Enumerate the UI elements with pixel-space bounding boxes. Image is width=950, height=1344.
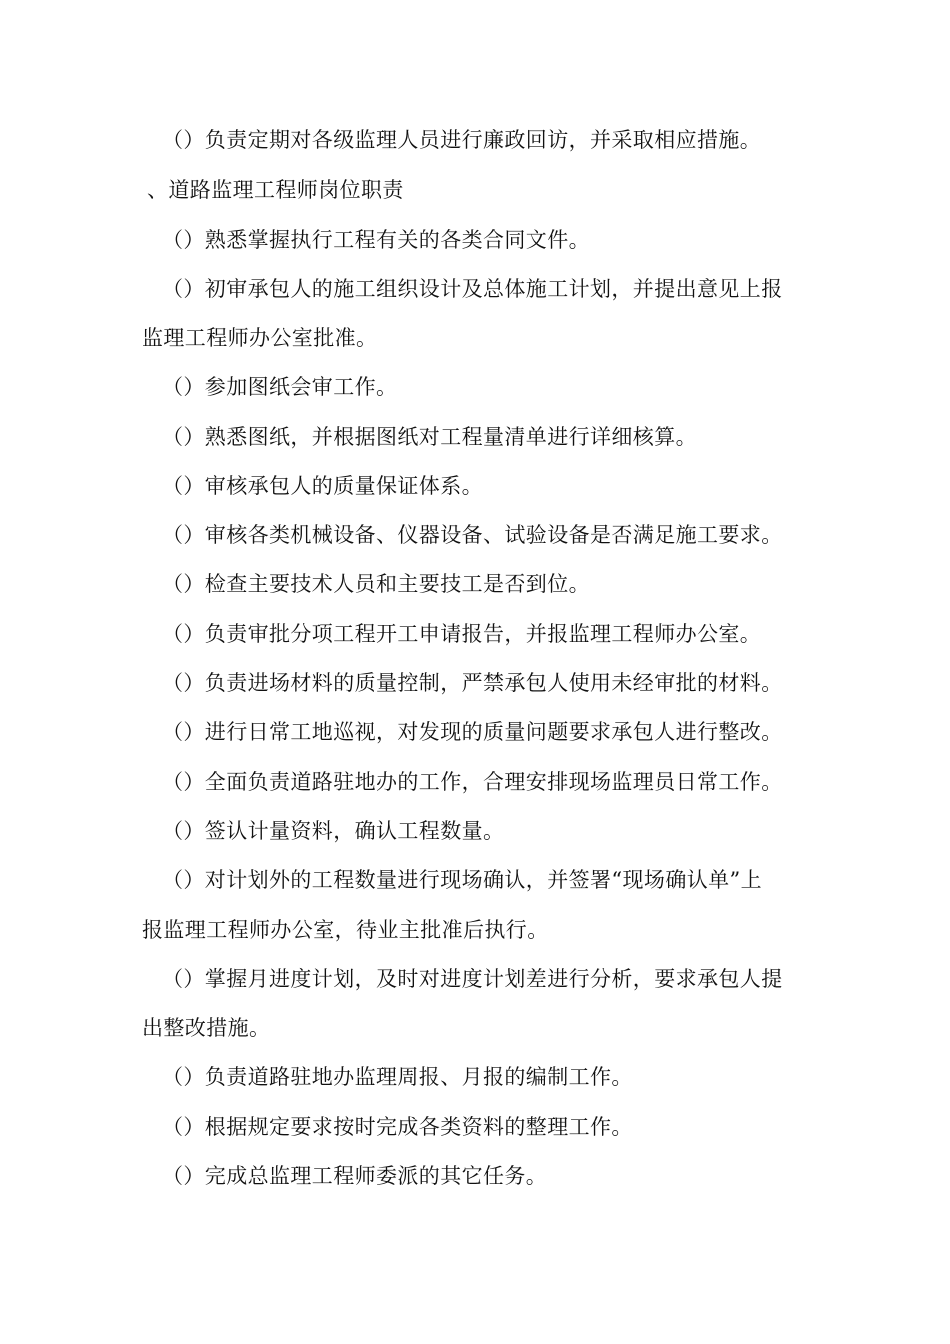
- paragraph-line: （）根据规定要求按时完成各类资料的整理工作。: [162, 1115, 633, 1139]
- paragraph-line: （）熟悉图纸，并根据图纸对工程量清单进行详细核算。: [162, 425, 697, 449]
- paragraph-line: 报监理工程师办公室，待业主批准后执行。: [142, 918, 549, 942]
- paragraph-line: 监理工程师办公室批准。: [142, 326, 378, 350]
- section-heading: 、道路监理工程师岗位职责: [147, 178, 404, 202]
- paragraph-line: （）审核各类机械设备、仪器设备、试验设备是否满足施工要求。: [162, 523, 783, 547]
- paragraph-line: （）签认计量资料，确认工程数量。: [162, 819, 505, 843]
- paragraph-line: （）参加图纸会审工作。: [162, 375, 398, 399]
- paragraph-line: （）全面负责道路驻地办的工作，合理安排现场监理员日常工作。: [162, 770, 783, 794]
- paragraph-line: （）负责定期对各级监理人员进行廉政回访，并采取相应措施。: [162, 128, 762, 152]
- paragraph-line: （）完成总监理工程师委派的其它任务。: [162, 1164, 548, 1188]
- paragraph-line: （）掌握月进度计划，及时对进度计划差进行分析，要求承包人提: [162, 967, 783, 991]
- paragraph-line: （）检查主要技术人员和主要技工是否到位。: [162, 572, 590, 596]
- paragraph-line: （）对计划外的工程数量进行现场确认，并签署“现场确认单”上: [162, 868, 763, 892]
- paragraph-line: （）进行日常工地巡视，对发现的质量问题要求承包人进行整改。: [162, 720, 783, 744]
- paragraph-line: （）初审承包人的施工组织设计及总体施工计划，并提出意见上报: [162, 277, 783, 301]
- paragraph-line: （）负责进场材料的质量控制，严禁承包人使用未经审批的材料。: [162, 671, 783, 695]
- paragraph-line: （）负责道路驻地办监理周报、月报的编制工作。: [162, 1065, 633, 1089]
- paragraph-line: （）审核承包人的质量保证体系。: [162, 474, 483, 498]
- paragraph-line: （）负责审批分项工程开工申请报告，并报监理工程师办公室。: [162, 622, 762, 646]
- paragraph-line: 出整改措施。: [142, 1016, 271, 1040]
- paragraph-line: （）熟悉掌握执行工程有关的各类合同文件。: [162, 228, 590, 252]
